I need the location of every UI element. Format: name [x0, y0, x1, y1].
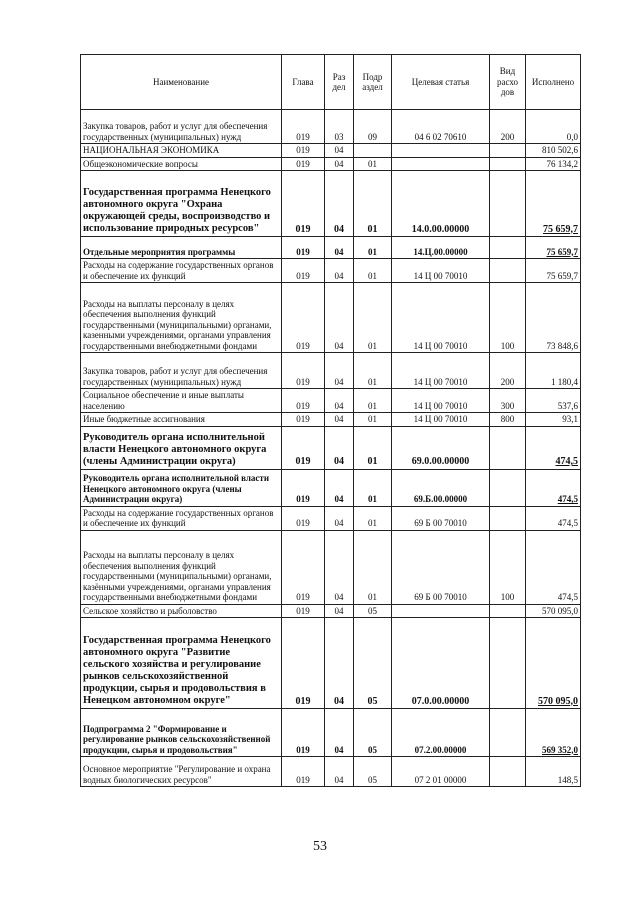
cell-type: [490, 144, 526, 158]
cell-type: [490, 237, 526, 259]
cell-section: 04: [325, 469, 354, 506]
cell-name: Расходы на выплаты персоналу в целях обеспечения выполнения функций государственными (муниципальными) органами, казенными учреждениями, органами управления государственными внебюджетными фондами: [81, 283, 282, 353]
cell-executed: 0,0: [526, 110, 581, 144]
cell-section: 04: [325, 709, 354, 757]
cell-section: 04: [325, 353, 354, 389]
cell-type: 200: [490, 353, 526, 389]
cell-target: 14 Ц 00 70010: [392, 353, 490, 389]
cell-type: [490, 426, 526, 469]
cell-section: 04: [325, 757, 354, 787]
cell-section: 04: [325, 530, 354, 604]
cell-target: [392, 144, 490, 158]
cell-type: [490, 506, 526, 530]
table-row: [81, 618, 581, 709]
cell-executed: 537,6: [526, 389, 581, 413]
cell-name: Закупка товаров, работ и услуг для обеспечения государственных (муниципальных) нужд: [81, 110, 282, 144]
cell-subsection: [354, 144, 392, 158]
cell-chapter: 019: [282, 389, 325, 413]
cell-section: 04: [325, 426, 354, 469]
cell-name: Отдельные мероприятия программы: [81, 237, 282, 259]
table-row: [81, 144, 581, 158]
cell-name: Государственная программа Ненецкого автономного округа "Охрана окружающей среды, воспроизводство и использование природных ресурсов": [81, 171, 282, 237]
cell-subsection: 05: [354, 618, 392, 709]
cell-target: 14 Ц 00 70010: [392, 413, 490, 427]
cell-name: Социальное обеспечение и иные выплаты населению: [81, 389, 282, 413]
cell-name: Закупка товаров, работ и услуг для обеспечения государственных (муниципальных) нужд: [81, 353, 282, 389]
cell-type: [490, 709, 526, 757]
cell-target: 14 Ц 00 70010: [392, 389, 490, 413]
header-type: Вид расхо дов: [490, 55, 526, 110]
cell-executed: 474,5: [526, 530, 581, 604]
cell-subsection: 01: [354, 237, 392, 259]
table-row: [81, 604, 581, 618]
table-row: [81, 171, 581, 237]
cell-chapter: 019: [282, 469, 325, 506]
budget-table: [80, 54, 581, 787]
cell-name: Общеэкономические вопросы: [81, 157, 282, 171]
cell-subsection: 09: [354, 110, 392, 144]
cell-target: 69.0.00.00000: [392, 426, 490, 469]
cell-executed: 474,5: [526, 506, 581, 530]
cell-target: 14 Ц 00 70010: [392, 283, 490, 353]
cell-target: 69 Б 00 70010: [392, 530, 490, 604]
cell-target: 04 6 02 70610: [392, 110, 490, 144]
cell-type: 100: [490, 283, 526, 353]
header-chapter: Глава: [282, 55, 325, 110]
cell-section: 04: [325, 604, 354, 618]
cell-section: 04: [325, 389, 354, 413]
cell-executed: 569 352,0: [526, 709, 581, 757]
cell-type: 300: [490, 389, 526, 413]
cell-type: [490, 157, 526, 171]
cell-executed: 474,5: [526, 426, 581, 469]
cell-subsection: 01: [354, 413, 392, 427]
cell-type: 100: [490, 530, 526, 604]
cell-subsection: 05: [354, 709, 392, 757]
cell-subsection: 05: [354, 757, 392, 787]
table-row: [81, 353, 581, 389]
cell-chapter: 019: [282, 426, 325, 469]
cell-chapter: 019: [282, 604, 325, 618]
cell-name: Подпрограмма 2 "Формирование и регулирование рынков сельскохозяйственной продукции, сырья и продовольствия": [81, 709, 282, 757]
cell-type: [490, 171, 526, 237]
cell-type: 800: [490, 413, 526, 427]
cell-section: 04: [325, 171, 354, 237]
cell-subsection: 01: [354, 353, 392, 389]
table-row: [81, 506, 581, 530]
cell-target: 07.2.00.00000: [392, 709, 490, 757]
cell-subsection: 01: [354, 469, 392, 506]
cell-chapter: 019: [282, 757, 325, 787]
cell-executed: 75 659,7: [526, 237, 581, 259]
cell-target: [392, 604, 490, 618]
table-row: [81, 426, 581, 469]
cell-name: Расходы на выплаты персоналу в целях обеспечения выполнения функций государственными (муниципальными) органами, казёнными учреждениями, органами управления государственными внебюджетными фондами: [81, 530, 282, 604]
cell-chapter: 019: [282, 259, 325, 283]
cell-type: [490, 618, 526, 709]
header-executed: Исполнено: [526, 55, 581, 110]
cell-chapter: 019: [282, 237, 325, 259]
cell-executed: 570 095,0: [526, 618, 581, 709]
table-row: [81, 259, 581, 283]
cell-name: Руководитель органа исполнительной власти Ненецкого автономного округа (члены Администрации округа): [81, 426, 282, 469]
cell-executed: 76 134,2: [526, 157, 581, 171]
cell-target: 69.Б.00.00000: [392, 469, 490, 506]
cell-executed: 1 180,4: [526, 353, 581, 389]
cell-chapter: 019: [282, 618, 325, 709]
table-row: [81, 709, 581, 757]
table-row: [81, 283, 581, 353]
cell-subsection: 01: [354, 530, 392, 604]
cell-target: [392, 157, 490, 171]
cell-type: 200: [490, 110, 526, 144]
cell-type: [490, 757, 526, 787]
cell-subsection: 01: [354, 157, 392, 171]
cell-name: Расходы на содержание государственных органов и обеспечение их функций: [81, 506, 282, 530]
cell-subsection: 05: [354, 604, 392, 618]
table-row: [81, 237, 581, 259]
cell-executed: 73 848,6: [526, 283, 581, 353]
cell-chapter: 019: [282, 353, 325, 389]
cell-type: [490, 259, 526, 283]
cell-subsection: 01: [354, 171, 392, 237]
cell-executed: 570 095,0: [526, 604, 581, 618]
table-header-row: [81, 55, 581, 110]
table-row: [81, 413, 581, 427]
cell-chapter: 019: [282, 709, 325, 757]
cell-subsection: 01: [354, 389, 392, 413]
page-number: 53: [313, 839, 327, 854]
cell-section: 04: [325, 413, 354, 427]
cell-executed: 810 502,6: [526, 144, 581, 158]
cell-chapter: 019: [282, 171, 325, 237]
cell-type: [490, 604, 526, 618]
cell-type: [490, 469, 526, 506]
cell-section: 04: [325, 259, 354, 283]
cell-target: 14 Ц 00 70010: [392, 259, 490, 283]
cell-chapter: 019: [282, 530, 325, 604]
cell-chapter: 019: [282, 110, 325, 144]
cell-target: 07.0.00.00000: [392, 618, 490, 709]
header-name: Наименование: [81, 55, 282, 110]
header-target: Целевая статья: [392, 55, 490, 110]
cell-target: 14.Ц.00.00000: [392, 237, 490, 259]
table-row: [81, 389, 581, 413]
cell-section: 03: [325, 110, 354, 144]
cell-chapter: 019: [282, 157, 325, 171]
cell-name: Основное мероприятие "Регулирование и охрана водных биологических ресурсов": [81, 757, 282, 787]
cell-section: 04: [325, 618, 354, 709]
cell-chapter: 019: [282, 506, 325, 530]
cell-name: Руководитель органа исполнительной власти Ненецкого автономного округа (члены Администрации округа): [81, 469, 282, 506]
cell-name: Расходы на содержание государственных органов и обеспечение их функций: [81, 259, 282, 283]
cell-name: НАЦИОНАЛЬНАЯ ЭКОНОМИКА: [81, 144, 282, 158]
table-row: [81, 757, 581, 787]
header-section: Раз дел: [325, 55, 354, 110]
cell-section: 04: [325, 237, 354, 259]
cell-subsection: 01: [354, 426, 392, 469]
cell-subsection: 01: [354, 259, 392, 283]
cell-section: 04: [325, 144, 354, 158]
table-row: [81, 157, 581, 171]
cell-section: 04: [325, 283, 354, 353]
cell-executed: 148,5: [526, 757, 581, 787]
cell-name: Иные бюджетные ассигнования: [81, 413, 282, 427]
cell-executed: 474,5: [526, 469, 581, 506]
table-row: [81, 110, 581, 144]
cell-target: 07 2 01 00000: [392, 757, 490, 787]
cell-target: 69 Б 00 70010: [392, 506, 490, 530]
table-row: [81, 469, 581, 506]
cell-executed: 75 659,7: [526, 171, 581, 237]
cell-section: 04: [325, 506, 354, 530]
header-subsection: Подр аздел: [354, 55, 392, 110]
cell-chapter: 019: [282, 413, 325, 427]
cell-executed: 75 659,7: [526, 259, 581, 283]
cell-chapter: 019: [282, 283, 325, 353]
cell-executed: 93,1: [526, 413, 581, 427]
cell-target: 14.0.00.00000: [392, 171, 490, 237]
cell-name: Сельское хозяйство и рыболовство: [81, 604, 282, 618]
table-row: [81, 530, 581, 604]
cell-section: 04: [325, 157, 354, 171]
cell-subsection: 01: [354, 506, 392, 530]
cell-chapter: 019: [282, 144, 325, 158]
cell-subsection: 01: [354, 283, 392, 353]
cell-name: Государственная программа Ненецкого автономного округа "Развитие сельского хозяйства и регулирование рынков сельскохозяйственной продукции, сырья и продовольствия в Ненецком автономном округе": [81, 618, 282, 709]
